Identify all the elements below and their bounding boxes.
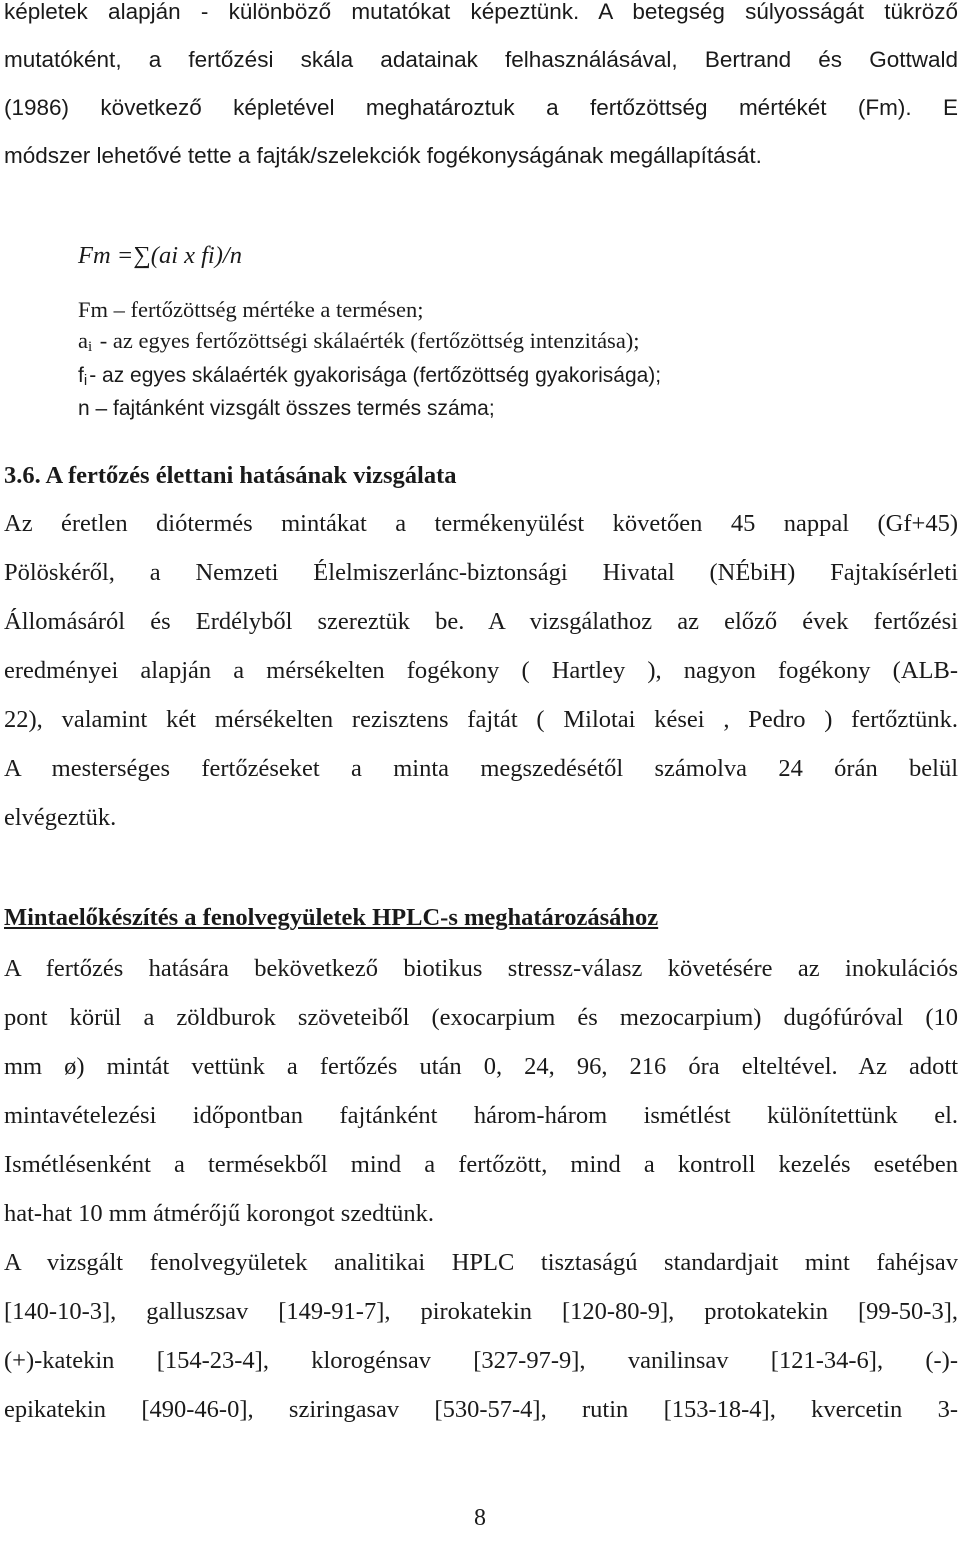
intro-paragraph xyxy=(4,0,958,180)
text-line: Ismétlésenként a termésekből mind a fertőzött, mind a kontroll kezelés esetében xyxy=(4,1151,958,1178)
symbol-f: f xyxy=(78,364,84,387)
text-line: (1986) következő képletével meghatároztuk a fertőzöttség mértékét (Fm). E xyxy=(4,95,958,120)
section-heading-3-6: 3.6. A fertőzés élettani hatásának vizsgálata xyxy=(4,462,457,489)
text-line: elvégeztük. xyxy=(4,804,117,831)
text-line: 22), valamint két mérsékelten rezisztens fajtát ( Milotai kései , Pedro ) fertőztünk. xyxy=(4,706,958,733)
text-line: Az éretlen diótermés mintákat a termékenyülést követően 45 nappal (Gf+45) xyxy=(4,510,958,537)
text-line: A mesterséges fertőzéseket a minta megszedésétől számolva 24 órán belül xyxy=(4,755,958,782)
text-line: Állomásáról és Erdélyből szereztük be. A vizsgálathoz az előző évek fertőzési xyxy=(4,608,958,635)
text-line: epikatekin [490-46-0], sziringasav [530-57-4], rutin [153-18-4], kvercetin 3- xyxy=(4,1396,958,1423)
text-line: pont körül a zöldburok szöveteiből (exocarpium és mezocarpium) dugófúróval (10 xyxy=(4,1004,958,1031)
formula-definitions xyxy=(78,294,948,424)
definition-ai xyxy=(78,325,948,360)
text-line: A fertőzés hatására bekövetkező biotikus stressz-válasz követésére az inokulációs xyxy=(4,955,958,982)
definition-fm: Fm – fertőzöttség mértéke a termésen; xyxy=(78,297,424,322)
text-line: mm ø) mintát vettünk a fertőzés után 0, 24, 96, 216 óra elteltével. Az adott xyxy=(4,1053,958,1080)
definition-fi-text: - az egyes skálaérték gyakorisága (fertőzöttség gyakorisága); xyxy=(89,364,662,387)
text-line: mutatóként, a fertőzési skála adatainak felhasználásával, Bertrand és Gottwald xyxy=(4,47,958,72)
text-line: [140-10-3], galluszsav [149-91-7], pirokatekin [120-80-9], protokatekin [99-50-3], xyxy=(4,1298,958,1325)
definition-ai-text: - az egyes fertőzöttségi skálaérték (fertőzöttség intenzitása); xyxy=(94,328,640,353)
hplc-paragraph-1 xyxy=(4,944,958,1238)
definition-n: n – fajtánként vizsgált összes termés száma; xyxy=(78,397,495,420)
text-line: módszer lehetővé tette a fajták/szelekciók fogékonyságának megállapítását. xyxy=(4,143,762,168)
text-line: eredményei alapján a mérsékelten fogékony ( Hartley ), nagyon fogékony (ALB- xyxy=(4,657,958,684)
page-number: 8 xyxy=(474,1505,486,1531)
subscript-i: i xyxy=(83,372,88,389)
text-line: mintavételezési időpontban fajtánként három-három ismétlést különítettünk el. xyxy=(4,1102,958,1129)
section-3-6-paragraph xyxy=(4,499,958,842)
formula-expression: Fm =∑(ai x fi)/n xyxy=(78,242,242,269)
hplc-paragraph-2 xyxy=(4,1238,958,1434)
definition-fi xyxy=(78,360,948,393)
text-line: Pölöskéről, a Nemzeti Élelmiszerlánc-biztonsági Hivatal (NÉbiH) Fajtakísérleti xyxy=(4,559,958,586)
text-line: (+)-katekin [154-23-4], klorogénsav [327-97-9], vanilinsav [121-34-6], (-)- xyxy=(4,1347,958,1374)
symbol-a: a xyxy=(78,328,88,353)
subscript-i: i xyxy=(88,339,93,355)
text-line: A vizsgált fenolvegyületek analitikai HPLC tisztaságú standardjait mint fahéjsav xyxy=(4,1249,958,1276)
text-line: hat-hat 10 mm átmérőjű korongot szedtünk. xyxy=(4,1200,435,1227)
formula-block xyxy=(78,238,948,424)
text-line: képletek alapján - különböző mutatókat képeztünk. A betegség súlyosságát tükröző xyxy=(4,0,958,24)
section-heading-hplc: Mintaelőkészítés a fenolvegyületek HPLC-s meghatározásához xyxy=(4,904,659,931)
